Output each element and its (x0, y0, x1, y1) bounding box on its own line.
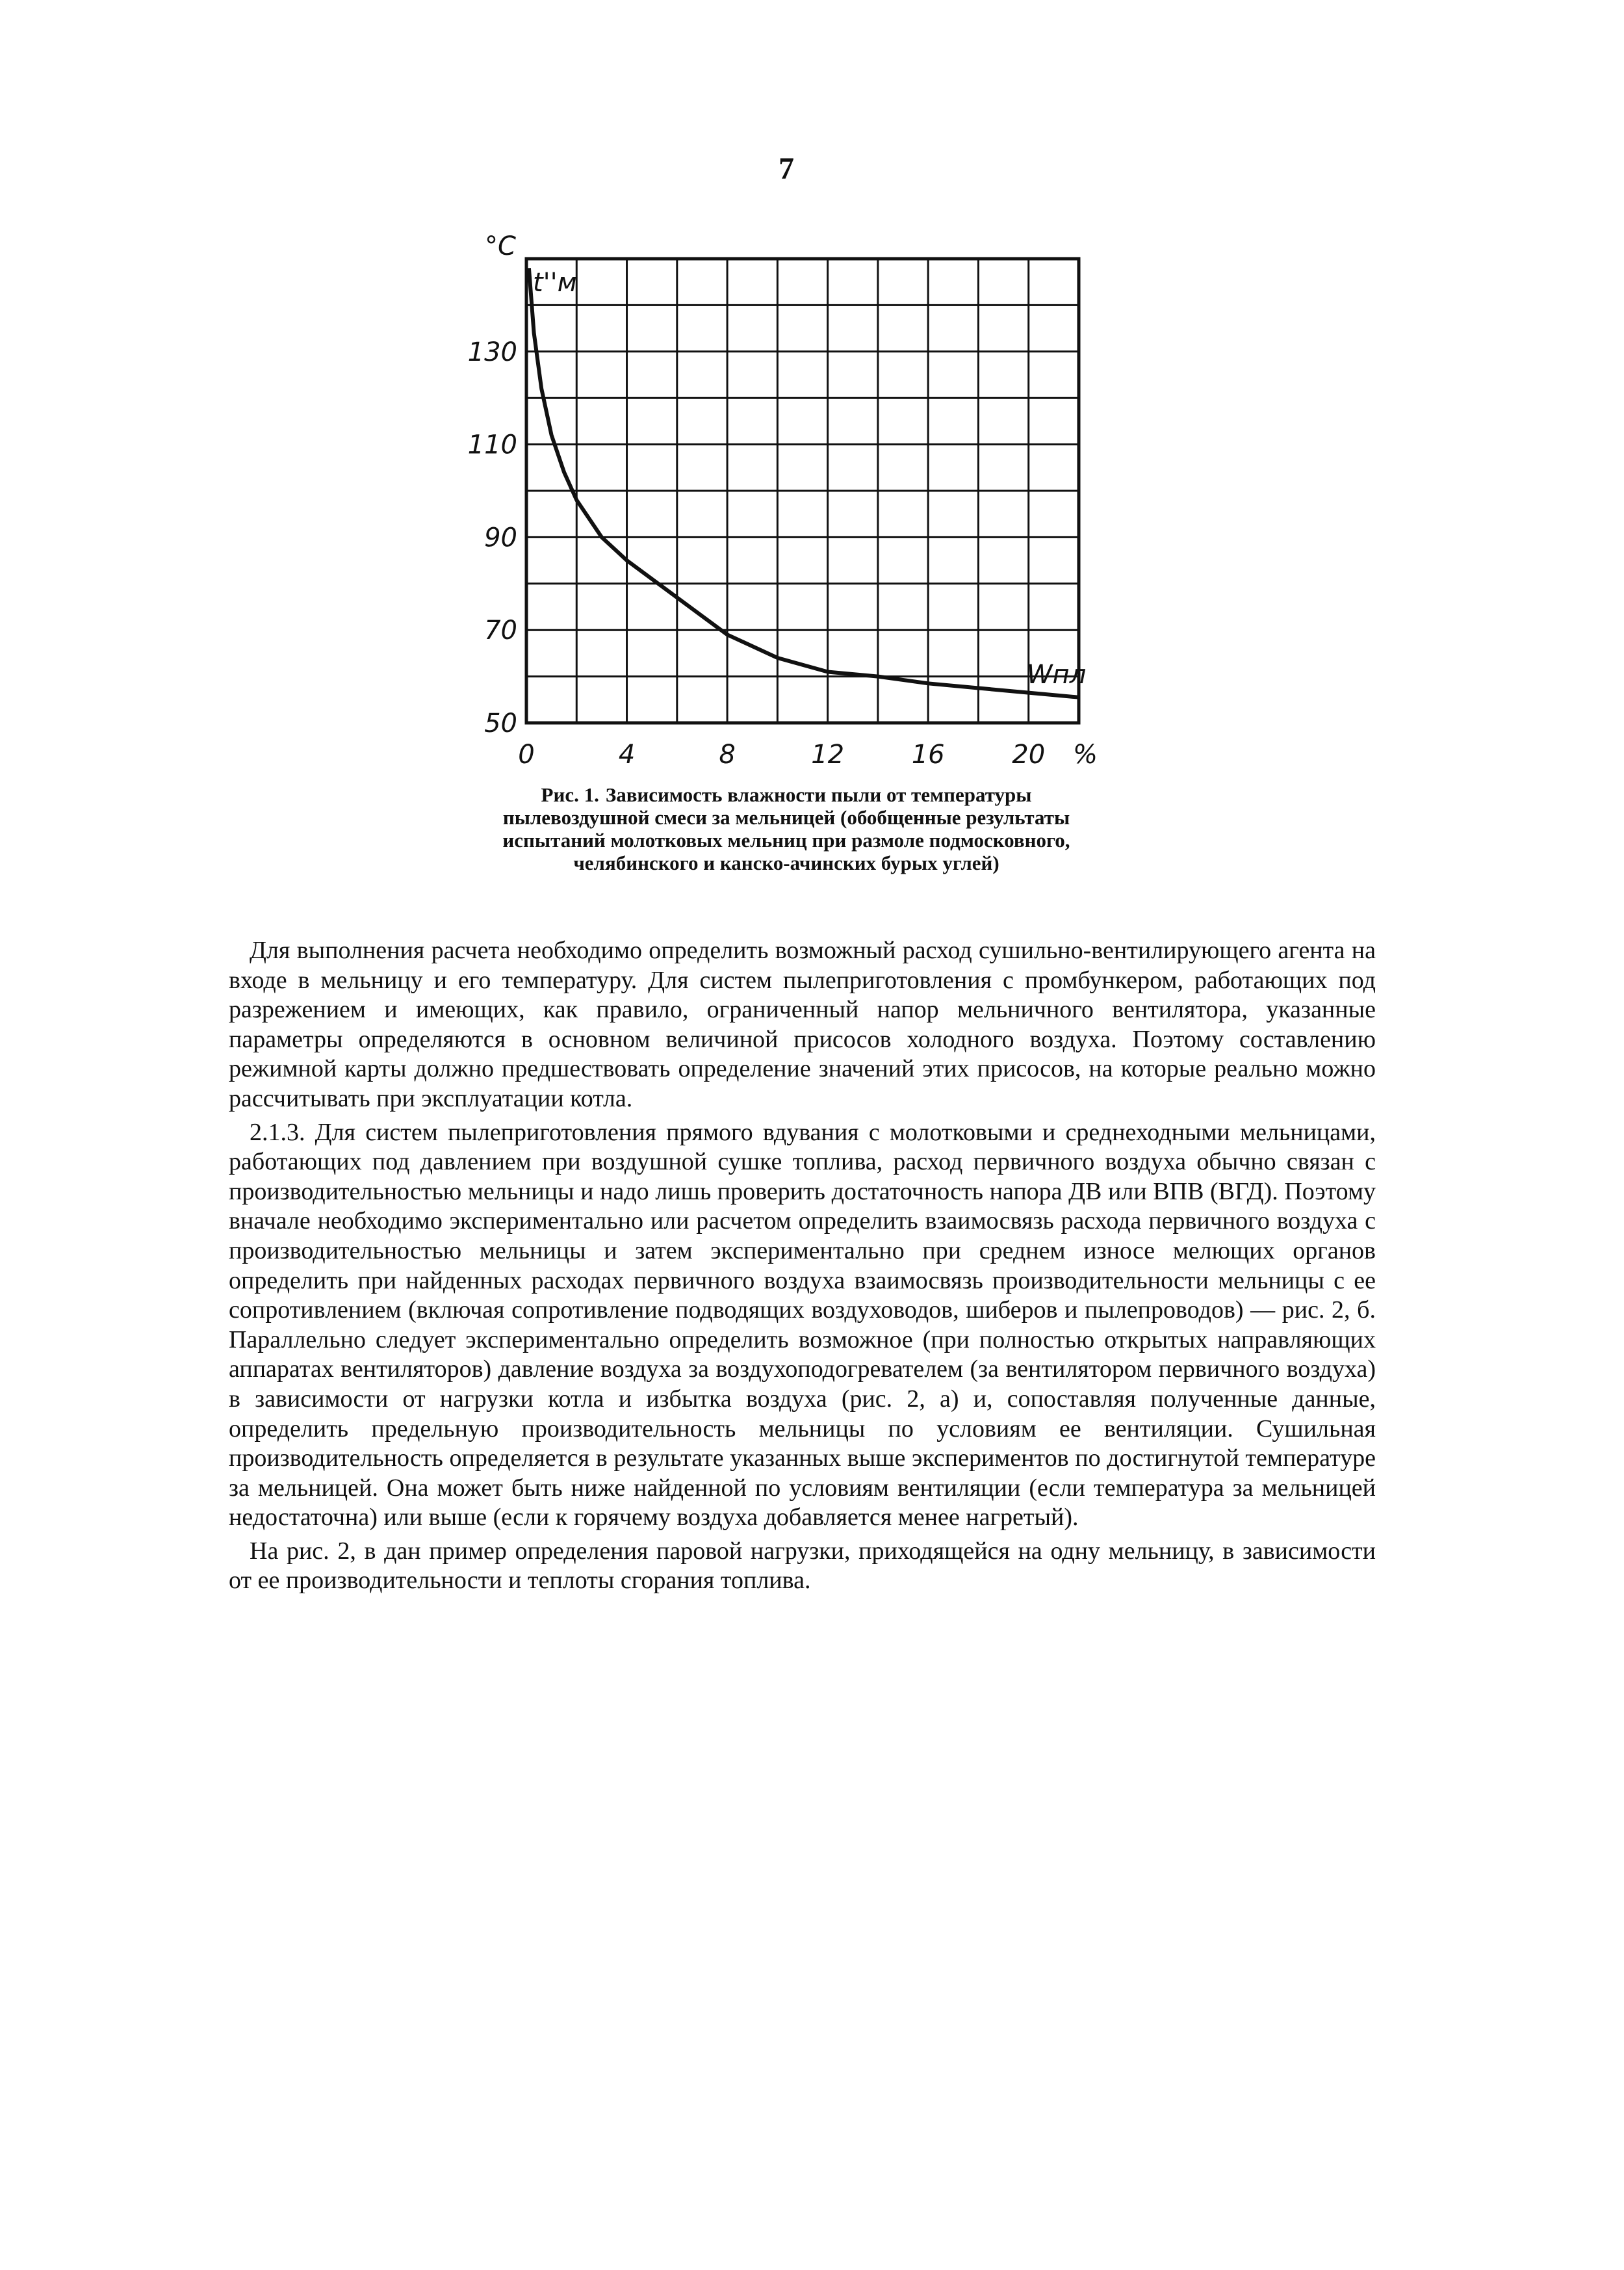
page-number: 7 (779, 151, 794, 186)
x-tick-label: 8 (719, 740, 736, 770)
y-tick-label: 50 (484, 709, 517, 738)
paragraph: Для выполнения расчета необходимо определить возможный расход сушильно-вентилирующего агента на входе в мельницу и его температуру. Для систем пылеприготовления с промбункером, работающих под разрежением и имеющих, как правило, ограниченный напор мельничного вентилятора, указанные параметры определяются в основном величиной присосов холодного воздуха. Поэтому составлению режимной карты должно предшествовать определение значений этих присосов, на которые реально можно рассчитывать при эксплуатации котла. (229, 937, 1376, 1112)
chart-series (529, 268, 1079, 698)
x-tick-label: 16 (911, 740, 945, 770)
series-label: t''м (533, 268, 577, 298)
x-tick-label: 4 (618, 740, 636, 770)
body-text (229, 936, 1376, 1600)
y-tick-label: 130 (467, 337, 517, 367)
series-line (529, 268, 1079, 697)
x-unit-label: % (1072, 740, 1098, 770)
y-unit-label: °C (485, 231, 516, 261)
y-tick-label: 70 (484, 616, 517, 646)
x-tick-label: 0 (518, 740, 535, 770)
chart-grid (526, 259, 1079, 723)
y-tick-label: 90 (484, 523, 517, 553)
paragraph: 2.1.3. Для систем пылеприготовления прямого вдувания с молотковыми и среднеходными мельницами, работающих под давлением при воздушной сушке топлива, расход первичного воздуха обычно связан с производительностью мельницы и надо лишь проверить достаточность напора ДВ или ВПВ (ВГД). Поэтому вначале необходимо экспериментально или расчетом определить взаимосвязь расхода первичного воздуха с производительностью мельницы и затем экспериментально при среднем износе мелющих органов определить при найденных расходах первичного воздуха взаимосвязь производительности мельницы с ее сопротивлением (включая сопротивление подводящих воздуховодов, шиберов и пылепроводов) — рис. 2, б. Параллельно следует экспериментально определить возможное (при полностью открытых направляющих аппаратах вентиляторов) давление воздуха за воздухоподогревателем (за вентилятором первичного воздуха) в зависимости от нагрузки котла и избытка воздуха (рис. 2, а) и, сопоставляя полученные данные, определить предельную производительность мельницы по условиям ее вентиляции. Сушильная производительность определяется в результате указанных выше экспериментов по достигнутой температуре за мельницей. Она может быть ниже найденной по условиям вентиляции (если температура за мельницей недостаточна) или выше (если к горячему воздуха добавляется менее нагретый). (229, 1118, 1376, 1532)
x-tick-label: 12 (811, 740, 845, 770)
moisture-temperature-chart (455, 215, 1137, 787)
figure-label: Рис. 1. (541, 783, 599, 806)
x-tick-label: 20 (1012, 740, 1046, 770)
figure-caption (484, 783, 1089, 874)
curve-label: Wпл (1027, 659, 1087, 690)
y-tick-label: 110 (467, 430, 517, 460)
figure-caption-text: Зависимость влажности пыли от температуры пылевоздушной смеси за мельницей (обобщенные результаты испытаний молотковых мельниц при размоле подмосковного, челябинского и канско-ачинских бурых углей) (502, 783, 1070, 874)
paragraph: На рис. 2, в дан пример определения паровой нагрузки, приходящейся на одну мельницу, в зависимости от ее производительности и теплоты сгорания топлива. (229, 1537, 1376, 1595)
